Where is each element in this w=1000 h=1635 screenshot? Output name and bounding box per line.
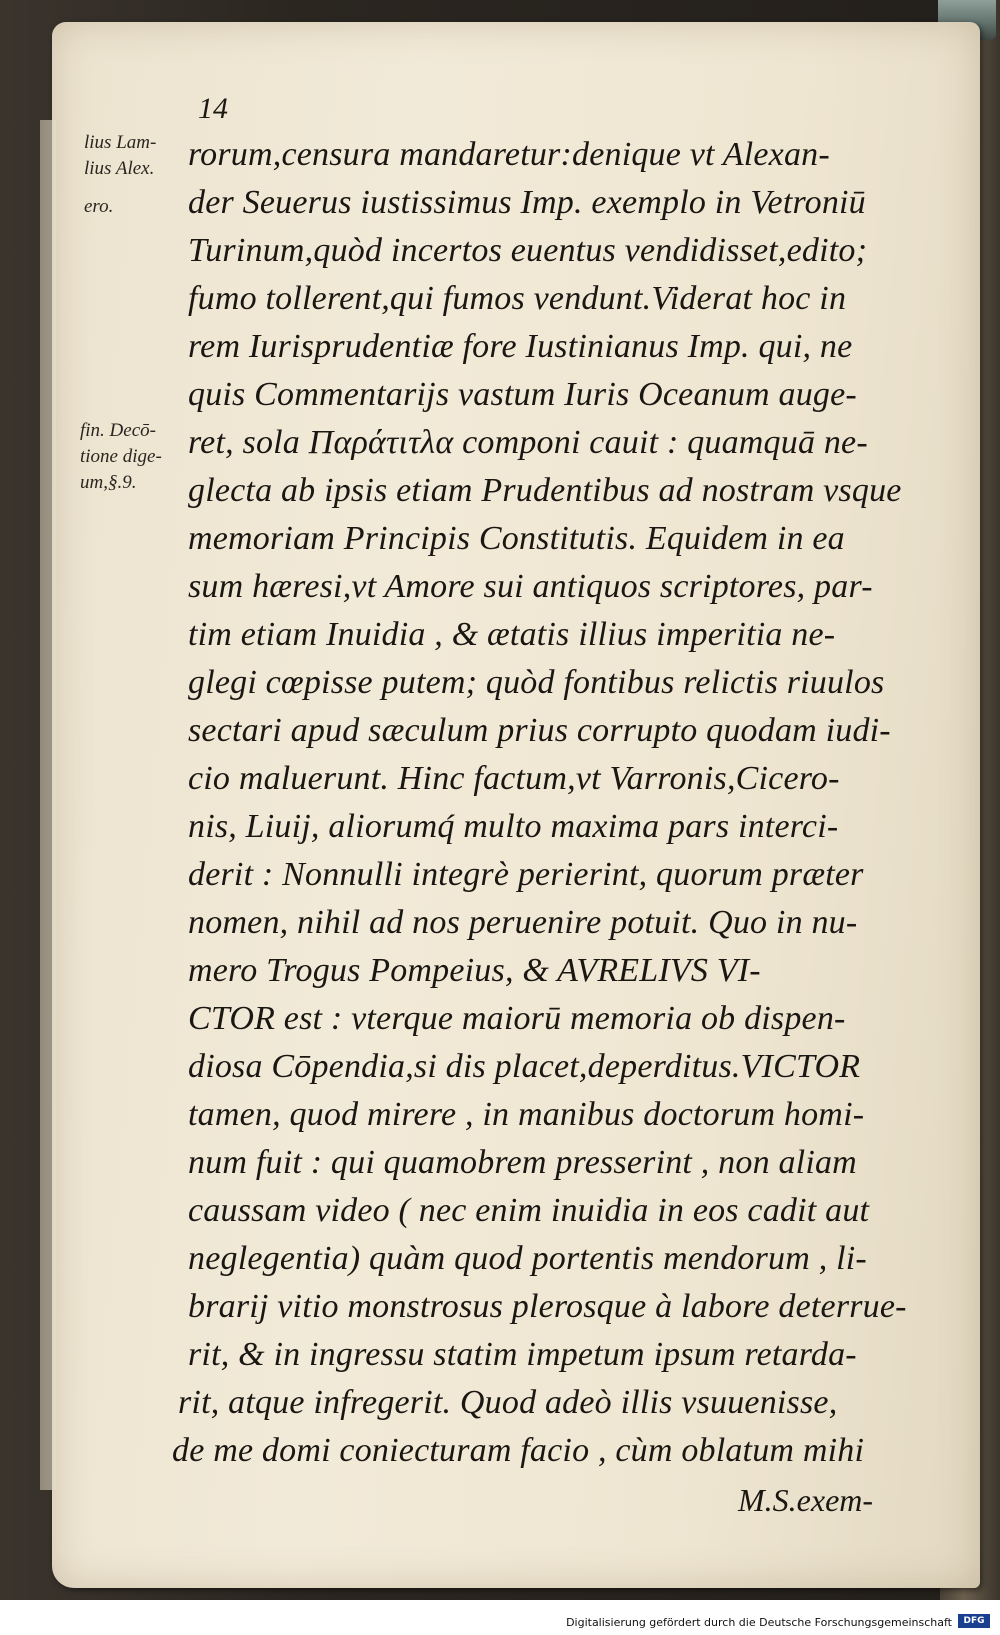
text-line: cio maluerunt. Hinc factum,vt Varronis,Cicero- — [188, 760, 840, 797]
catchword: M.S.exem- — [738, 1482, 874, 1518]
text-line: num fuit : qui quamobrem presserint , non aliam — [188, 1144, 857, 1181]
text-line: tamen, quod mirere , in manibus doctorum homi- — [188, 1096, 865, 1133]
text-line: sectari apud sæculum prius corrupto quodam iudi- — [188, 712, 891, 749]
text-line: sum hæresi,vt Amore sui antiquos scriptores, par- — [188, 568, 873, 605]
text-line: fumo tollerent,qui fumos vendunt.Viderat hoc in — [188, 280, 847, 317]
text-line: CTOR est : vterque maiorū memoria ob dispen- — [188, 1000, 846, 1037]
text-line: nomen, nihil ad nos peruenire potuit. Quo in nu- — [188, 904, 858, 941]
text-line: rem Iurisprudentiæ fore Iustinianus Imp. qui, ne — [188, 328, 853, 365]
text-line: der Seuerus iustissimus Imp. exemplo in Vetroniū — [188, 184, 866, 221]
text-line: de me domi coniecturam facio , cùm oblatum mihi — [172, 1432, 865, 1469]
text-line: rit, & in ingressu statim impetum ipsum retarda- — [188, 1336, 857, 1373]
page-gutter-shadow — [40, 120, 56, 1490]
margin-note: lius Alex. — [84, 158, 155, 179]
text-line: derit : Nonnulli integrè perierint, quorum præter — [188, 856, 864, 893]
text-line: glecta ab ipsis etiam Prudentibus ad nostram vsque — [188, 472, 902, 509]
text-line: quis Commentarijs vastum Iuris Oceanum auge- — [188, 376, 857, 413]
text-line: caussam video ( nec enim inuidia in eos cadit aut — [188, 1192, 870, 1229]
margin-note: ero. — [84, 196, 114, 217]
page-number: 14 — [198, 92, 228, 125]
margin-note: tione dige- — [80, 446, 162, 467]
text-line: diosa Cōpendia,si dis placet,deperditus.VICTOR — [188, 1048, 861, 1085]
margin-note: fin. Decō- — [80, 420, 156, 441]
margin-note: lius Lam- — [84, 132, 157, 153]
dfg-logo-icon: DFG — [958, 1614, 990, 1628]
text-line: rit, atque infregerit. Quod adeò illis vsuuenisse, — [178, 1384, 838, 1421]
text-line: memoriam Principis Constitutis. Equidem in ea — [188, 520, 845, 557]
text-line: rorum,censura mandaretur:denique vt Alexan- — [188, 136, 830, 173]
text-line: neglegentia) quàm quod portentis mendorum , li- — [188, 1240, 867, 1277]
text-line: nis, Liuij, aliorumq́ multo maxima pars interci- — [188, 808, 839, 845]
text-line: ret, sola Παράτιτλα componi cauit : quamquā ne- — [188, 424, 868, 461]
text-line: brarij vitio monstrosus plerosque à labore deterrue- — [188, 1288, 907, 1325]
text-line: tim etiam Inuidia , & ætatis illius imperitia ne- — [188, 616, 836, 653]
footer-credit: Digitalisierung gefördert durch die Deutsche Forschungsgemeinschaft — [566, 1616, 952, 1629]
text-line: mero Trogus Pompeius, & AVRELIVS VI- — [188, 952, 761, 989]
text-line: Turinum,quòd incertos euentus vendidisset,edito; — [188, 232, 868, 269]
margin-note: um,§.9. — [80, 472, 137, 493]
text-line: glegi cœpisse putem; quòd fontibus relictis riuulos — [188, 664, 885, 701]
